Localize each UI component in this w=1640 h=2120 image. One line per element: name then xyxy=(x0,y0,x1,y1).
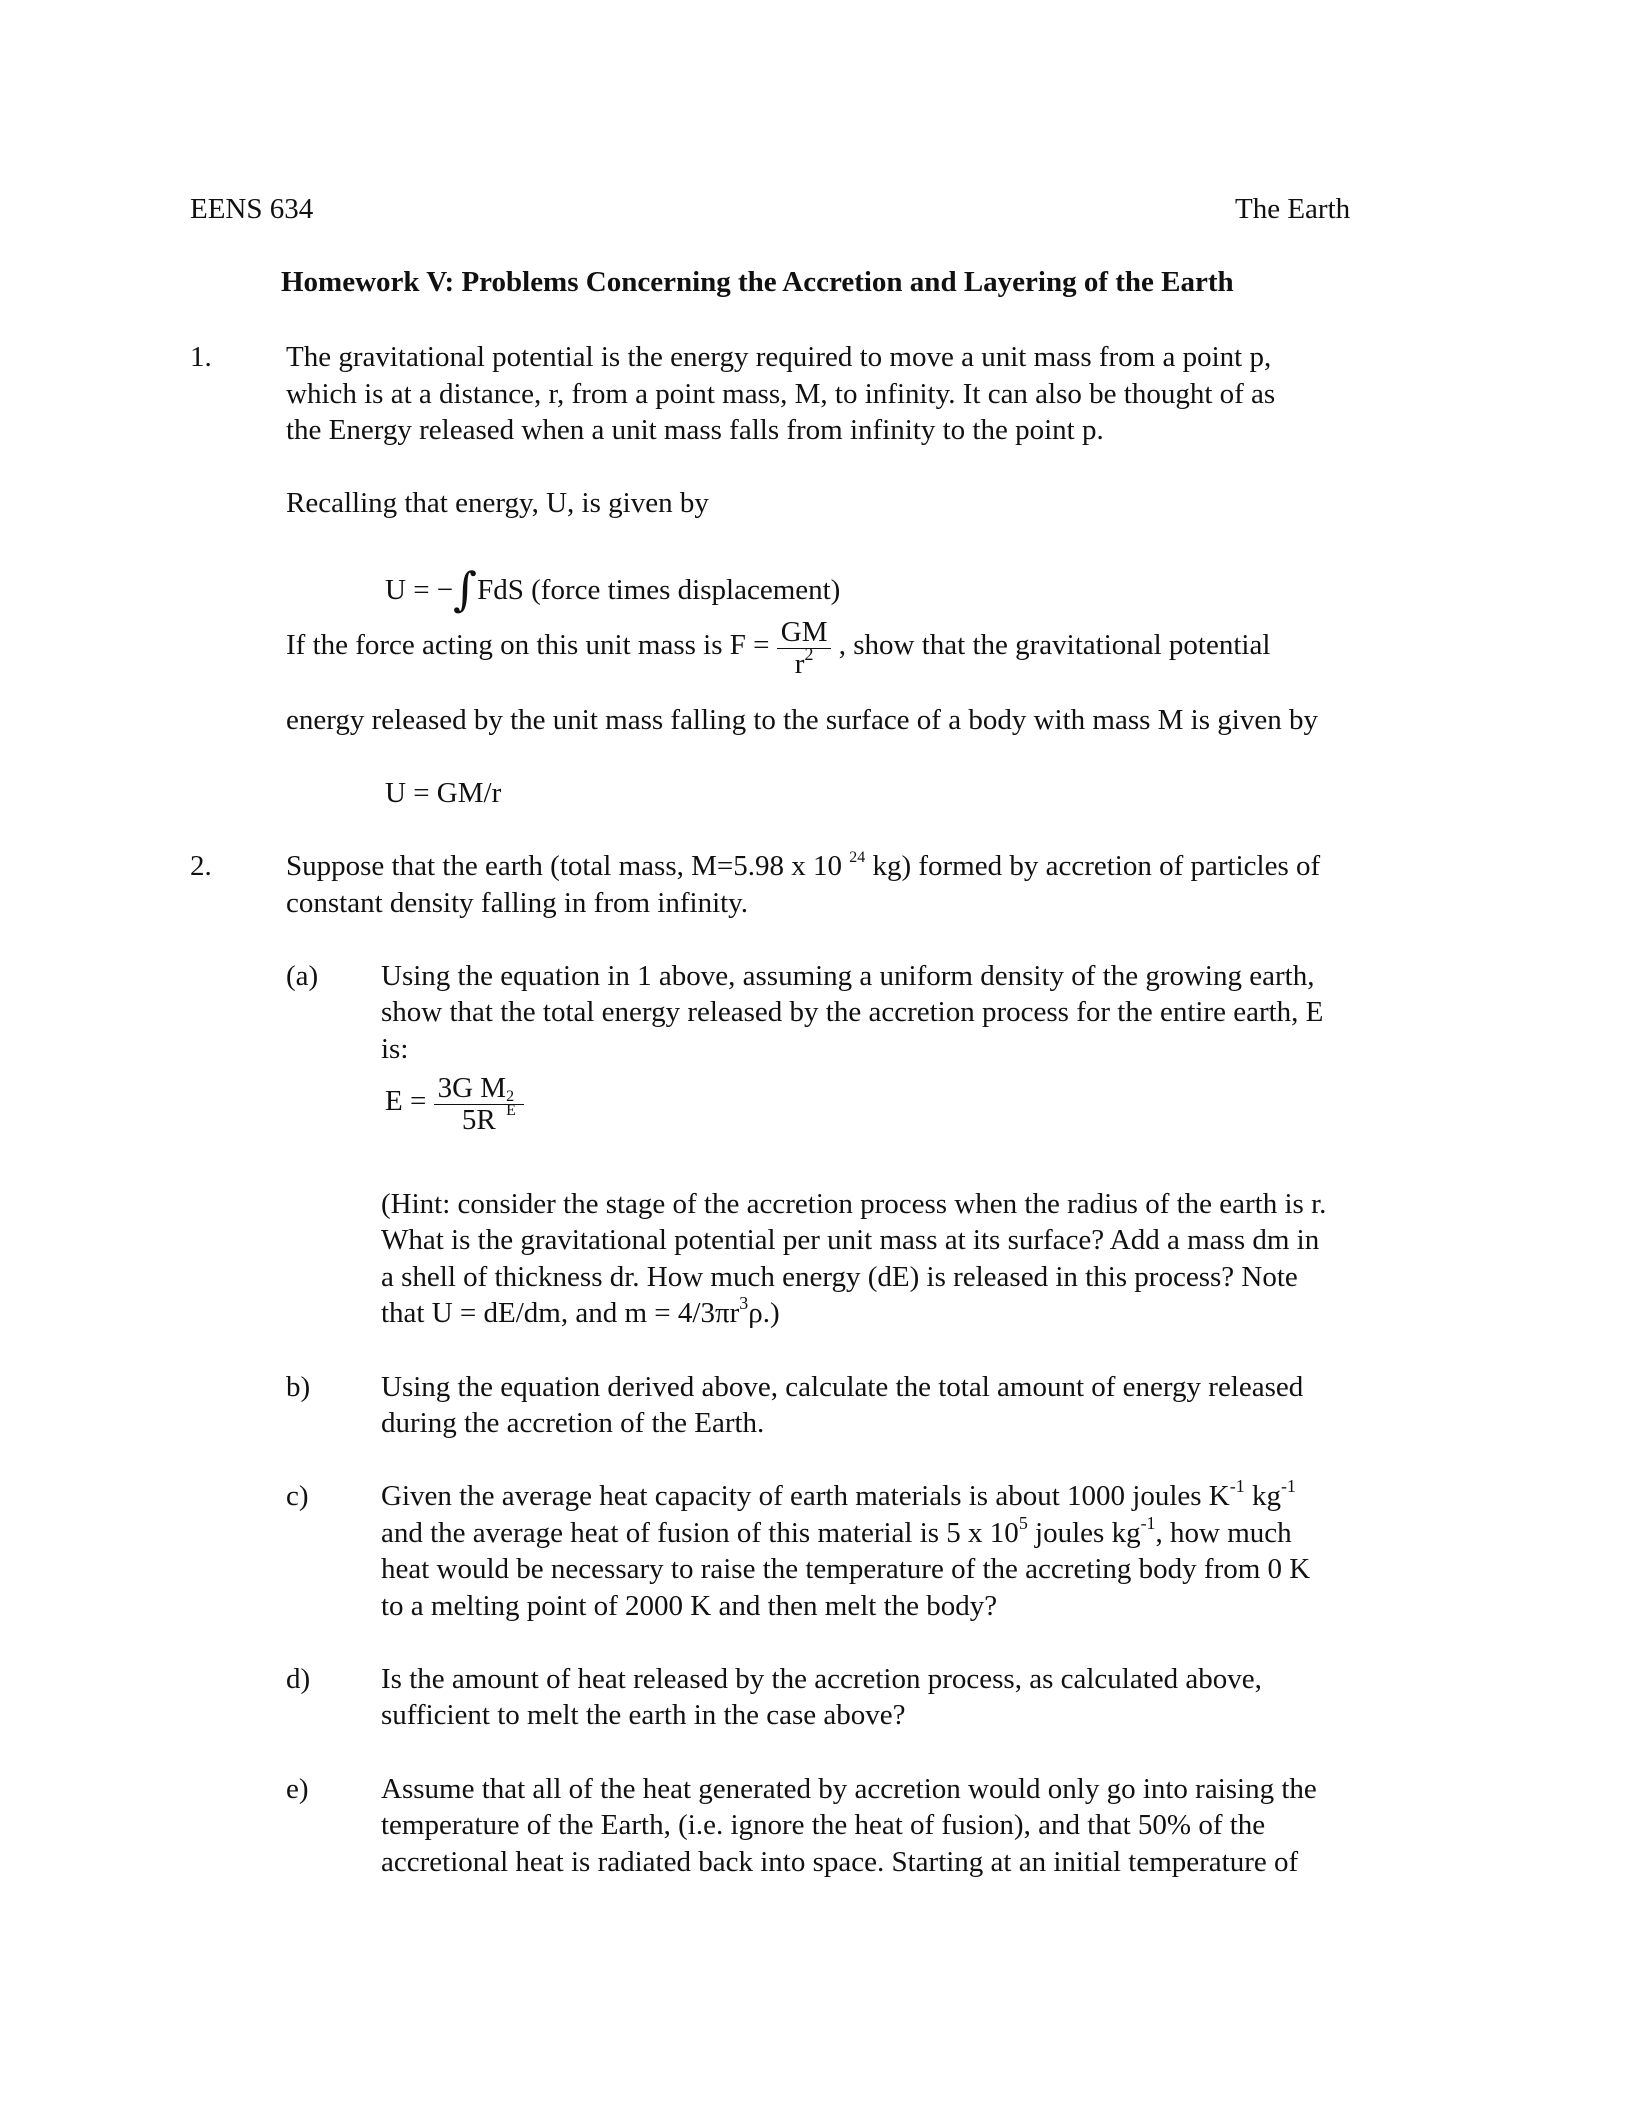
eq1-lhs: U = − xyxy=(385,574,454,606)
course-code: EENS 634 xyxy=(190,193,314,225)
q2d-line1: Is the amount of heat released by the accretion process, as calculated above, xyxy=(381,1663,1262,1695)
q2-line1: Suppose that the earth (total mass, M=5.98 x 10 $^{24}$ kg) formed by accretion of particles of xyxy=(286,848,1321,882)
eq1-body: FdS (force times displacement) xyxy=(477,574,841,606)
q1-line2: which is at a distance, r, from a point mass, M, to infinity. It can also be thought of as xyxy=(286,378,1276,410)
q2a-hint-line4: that U = dE/dm, and $m = 4/3\pi r^3\rho$.) xyxy=(381,1292,780,1329)
q2c-line3: heat would be necessary to raise the temperature of the accreting body from 0 K xyxy=(381,1553,1311,1585)
eq-e-fraction xyxy=(434,1072,524,1135)
q2b-line2: during the accretion of the Earth. xyxy=(381,1407,765,1439)
equation-accretion-energy xyxy=(385,1072,524,1135)
q1-force-line xyxy=(286,616,1270,679)
force-numerator: GM xyxy=(777,616,832,649)
force-denominator: $r^2$ xyxy=(794,643,814,680)
q1-recall: Recalling that energy, U, is given by xyxy=(286,487,709,519)
q2d-label: d) xyxy=(286,1663,311,1695)
force-pre: If the force acting on this unit mass is F = xyxy=(286,629,770,662)
q2e-label: e) xyxy=(286,1773,309,1805)
course-topic: The Earth xyxy=(1235,193,1351,225)
equation-energy-integral xyxy=(385,562,841,616)
q2a-line2: show that the total energy released by the accretion process for the entire earth, E xyxy=(381,996,1324,1028)
q2a-hint-line1: (Hint: consider the stage of the accretion process when the radius of the earth is r. xyxy=(381,1188,1327,1220)
q2c-line2: and the average heat of fusion of this material is 5 x $10^5$ joules $kg^{-1}$, how much xyxy=(381,1512,1292,1549)
q2e-line2: temperature of the Earth, (i.e. ignore the heat of fusion), and that 50% of the xyxy=(381,1809,1266,1841)
q2a-line3: is: xyxy=(381,1033,409,1065)
q2-line2: constant density falling in from infinity. xyxy=(286,887,749,919)
q2c-line1: Given the average heat capacity of earth materials is about 1000 joules $K^{-1}$ $kg^{-1}$ xyxy=(381,1475,1296,1512)
q2a-line1: Using the equation in 1 above, assuming a uniform density of the growing earth, xyxy=(381,960,1315,992)
q1-energy-line: energy released by the unit mass falling to the surface of a body with mass M is given by xyxy=(286,704,1318,736)
q2a-label: (a) xyxy=(286,960,319,992)
q2c-label: c) xyxy=(286,1480,309,1512)
q2c-line4: to a melting point of 2000 K and then melt the body? xyxy=(381,1590,998,1622)
eq-e-lhs: E = xyxy=(385,1085,427,1118)
q2a-hint-line3: a shell of thickness dr. How much energy (dE) is released in this process? Note xyxy=(381,1261,1298,1293)
q2-number: 2. xyxy=(190,850,212,882)
q1-number: 1. xyxy=(190,341,212,373)
integral-icon: ∫ xyxy=(453,562,478,616)
equation-potential: U = GM/r xyxy=(385,777,502,809)
q2d-line2: sufficient to melt the earth in the case above? xyxy=(381,1699,906,1731)
force-fraction xyxy=(777,616,832,679)
q2b-label: b) xyxy=(286,1371,311,1403)
q1-line1: The gravitational potential is the energy required to move a unit mass from a point p, xyxy=(286,341,1272,373)
q2e-line1: Assume that all of the heat generated by accretion would only go into raising the xyxy=(381,1773,1317,1805)
eq-e-denominator: 5R xyxy=(461,1104,496,1136)
homework-title: Homework V: Problems Concerning the Accretion and Layering of the Earth xyxy=(281,266,1234,298)
force-post: , show that the gravitational potential xyxy=(838,629,1271,662)
q2a-hint-line2: What is the gravitational potential per unit mass at its surface? Add a mass dm in xyxy=(381,1224,1320,1256)
q2e-line3: accretional heat is radiated back into space. Starting at an initial temperature of xyxy=(381,1846,1299,1878)
q2b-line1: Using the equation derived above, calculate the total amount of energy released xyxy=(381,1371,1304,1403)
q1-line3: the Energy released when a unit mass falls from infinity to the point p. xyxy=(286,414,1104,446)
eq-e-numerator: 3G M 2 E xyxy=(434,1072,524,1105)
